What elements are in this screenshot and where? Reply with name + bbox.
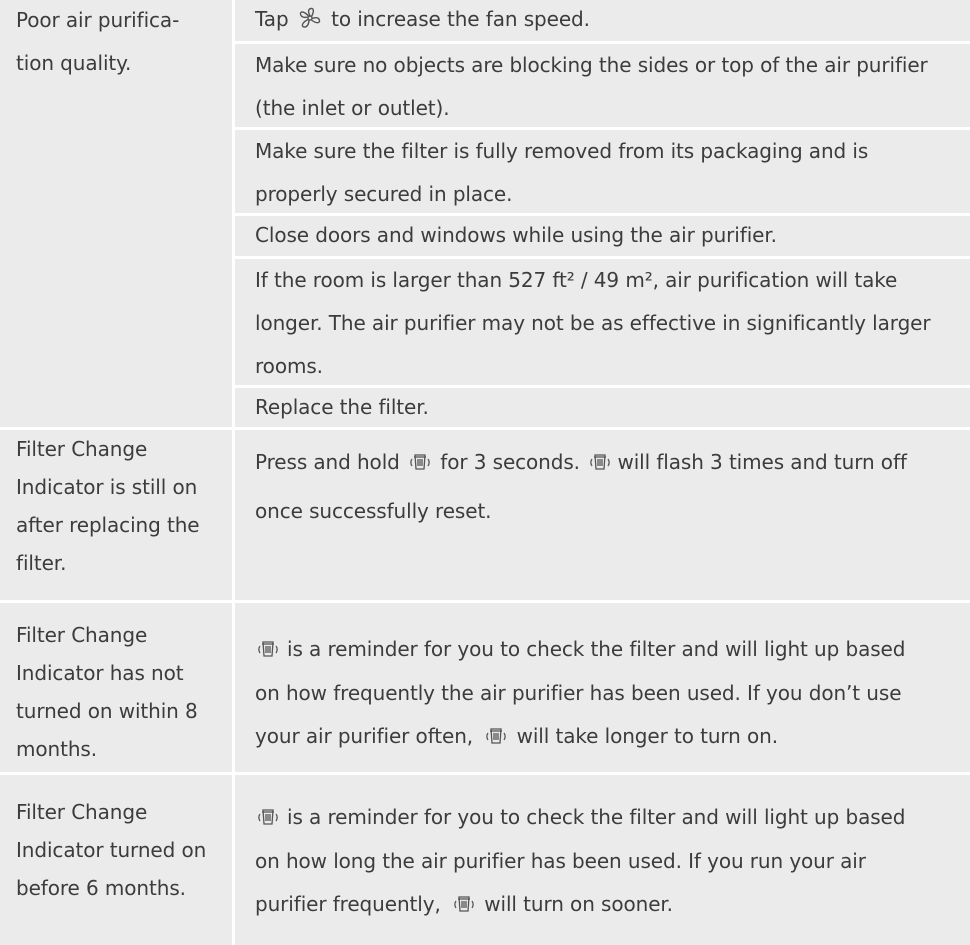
solution-cell-fan-speed [235,0,970,41]
filter-indicator-icon [453,894,475,914]
solution-text: will turn on sooner. [484,892,673,916]
filter-indicator-icon [589,452,611,472]
filter-indicator-icon [257,807,279,827]
problem-line: Indicator has not [16,661,184,685]
solution-text: on how long the air purifier has been used. If you run your air [255,848,866,873]
filter-indicator-icon [257,639,279,659]
solution-cell-blocking [235,44,970,127]
solution-cell-packaging [235,130,970,213]
problem-cell-poor-purification [0,0,232,427]
fan-icon [298,7,322,29]
filter-indicator-icon [409,452,431,472]
solution-cell-replace [235,388,970,427]
solution-text: for 3 seconds. [440,450,580,474]
problem-line: Indicator is still on [16,475,198,499]
solution-text: will take longer to turn on. [516,724,778,748]
problem-line: Filter Change [16,800,148,824]
solution-cell-doors [235,216,970,256]
problem-line: before 6 months. [16,876,186,900]
problem-line: Filter Change [16,623,148,647]
solution-text: is a reminder for you to check the filter and will light up based [287,637,906,661]
solution-text: Make sure the filter is fully removed from its packaging and is properly secured in place. [255,139,869,206]
solution-text: will flash 3 times and turn off [617,450,907,474]
solution-text: Close doors and windows while using the air purifier. [255,223,777,247]
solution-text: once successfully reset. [255,499,492,523]
solution-text: Press and hold [255,450,400,474]
solution-text: to increase the fan speed. [331,7,590,31]
filter-indicator-icon [485,726,507,746]
problem-line: Indicator turned on [16,838,207,862]
problem-line: months. [16,737,97,761]
solution-text: is a reminder for you to check the filter and will light up based [287,805,906,829]
solution-text: If the room is larger than 527 ft² / 49 m², air purification will take longer. The air purifier may not be as effective in significantly larger rooms. [255,268,931,378]
problem-line: tion quality. [16,51,132,75]
problem-line: turned on within 8 [16,699,198,723]
solution-text: Tap [255,7,289,31]
problem-cell-not-turned-on [0,603,232,772]
problem-cell-turned-on-early [0,775,232,945]
solution-cell-reset-indicator [235,430,970,600]
solution-text: your air purifier often, [255,724,474,748]
problem-line: Poor air purifica- [16,8,180,32]
solution-text: Make sure no objects are blocking the sides or top of the air purifier (the inlet or outlet). [255,53,928,120]
solution-cell-reminder-usage [235,775,970,945]
problem-cell-indicator-still-on [0,430,232,600]
problem-line: filter. [16,551,67,575]
solution-text: purifier frequently, [255,892,441,916]
solution-cell-room-size [235,259,970,385]
problem-line: Filter Change [16,437,148,461]
solution-text: on how frequently the air purifier has been used. If you don’t use [255,680,902,705]
solution-cell-reminder-frequency [235,603,970,772]
problem-line: after replacing the [16,513,200,537]
solution-text: Replace the filter. [255,395,429,419]
